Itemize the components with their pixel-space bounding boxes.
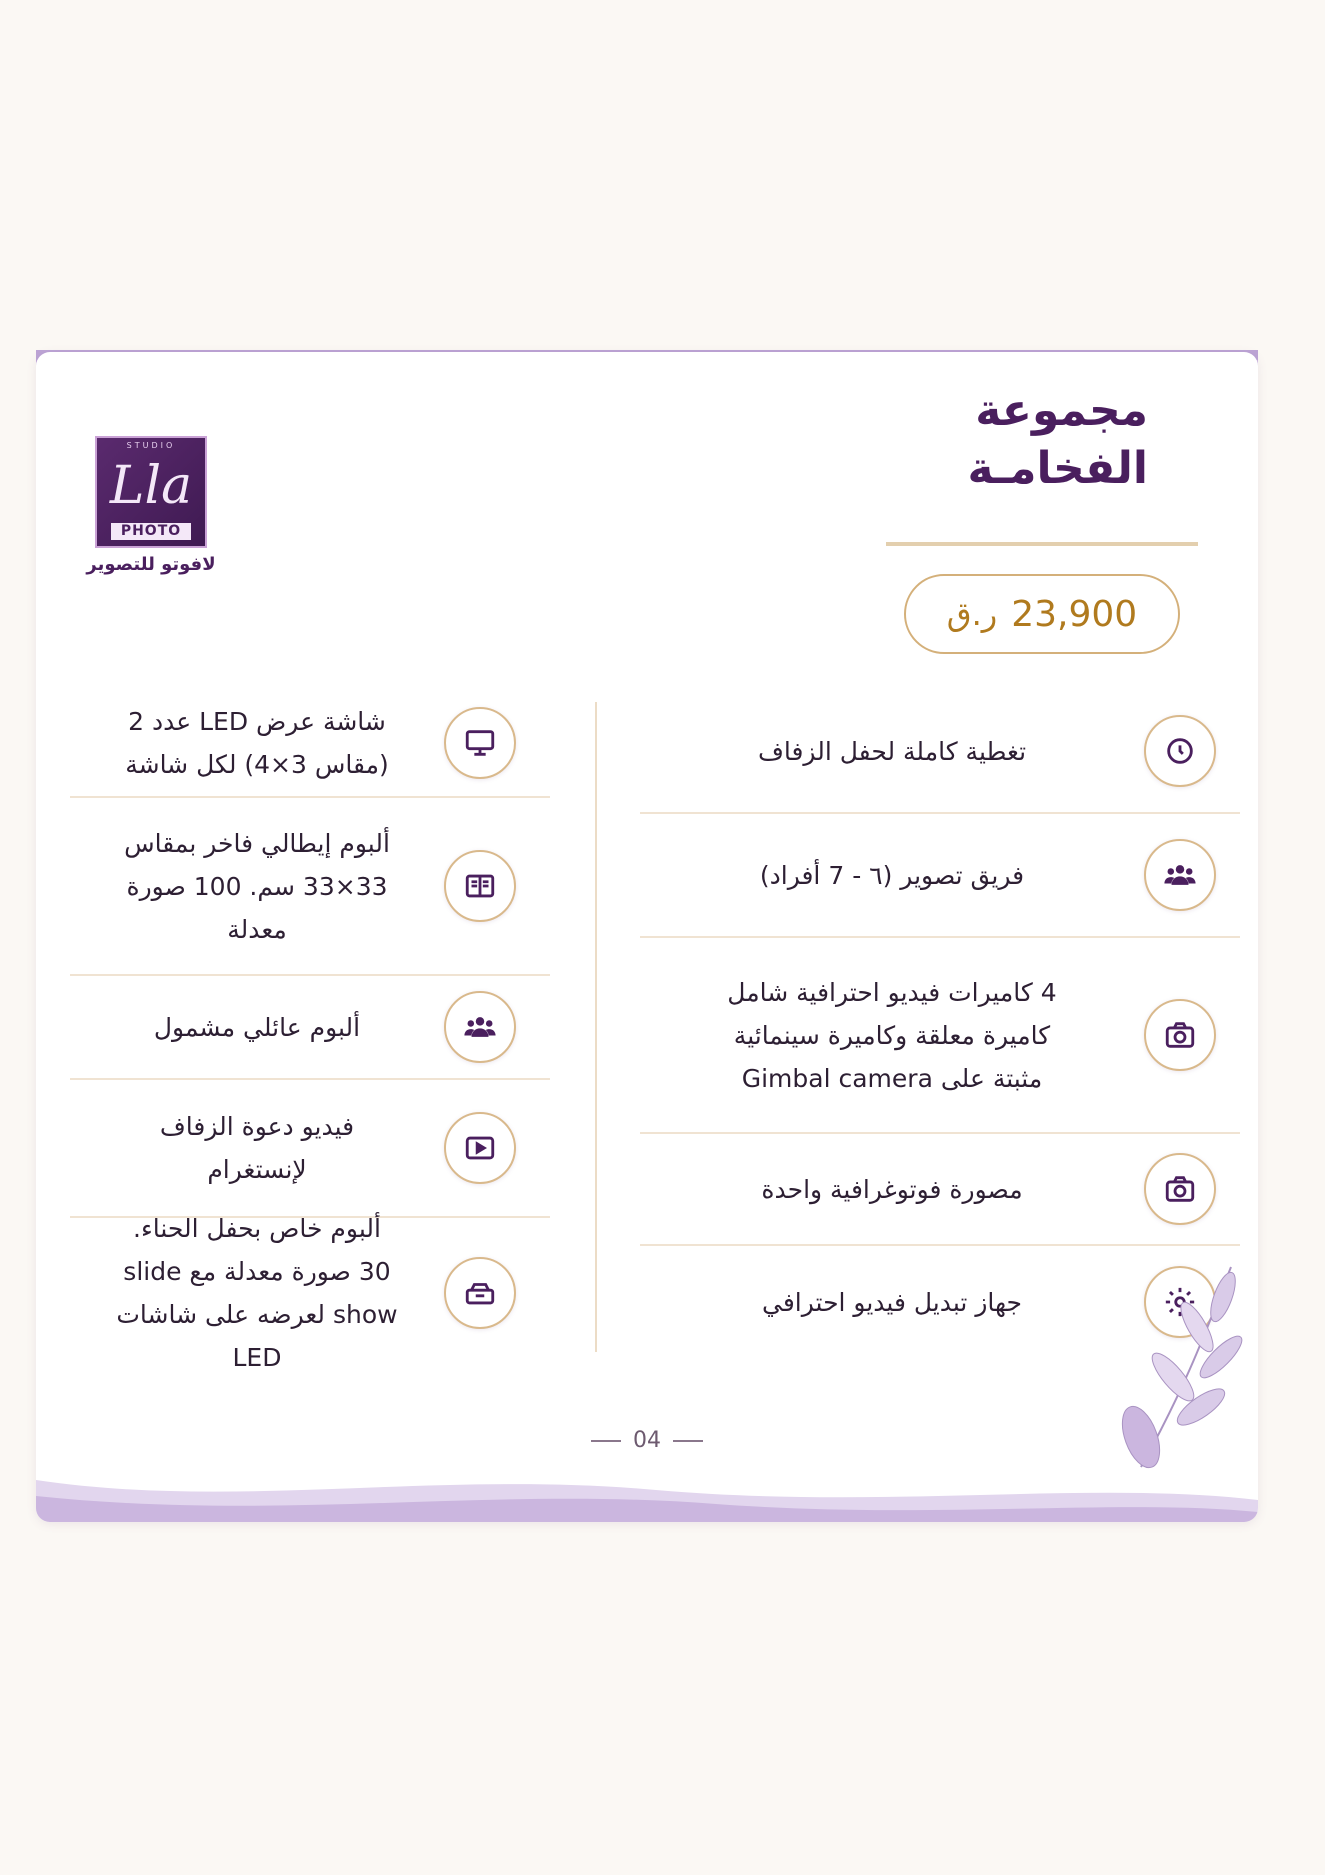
feature-text <box>70 1207 444 1379</box>
feature-text-line: 33×33 سم. 100 صورة <box>126 871 388 901</box>
footer-dash-left <box>591 1440 621 1442</box>
bottom-wave-decoration <box>36 1460 1258 1522</box>
camera-icon <box>1144 1153 1216 1225</box>
logo-script-text: Lla <box>109 456 193 516</box>
package-title <box>828 382 1148 498</box>
feature-text-line: 30 صورة معدلة مع slide <box>123 1257 391 1286</box>
monitor-icon <box>444 707 516 779</box>
feature-item <box>640 814 1240 938</box>
feature-text-line: لإنستغرام <box>207 1155 307 1184</box>
logo-top-text: STUDIO <box>126 441 176 450</box>
feature-text <box>640 730 1144 773</box>
feature-text <box>640 1168 1144 1211</box>
feature-text-line: (مقاس 3×4) لكل شاشة <box>125 750 389 779</box>
feature-item <box>70 1214 550 1372</box>
title-underline <box>886 542 1198 546</box>
feature-text-line: كاميرة معلقة وكاميرة سينمائية <box>733 1020 1051 1050</box>
title-line-2: الفخامـة <box>967 443 1148 494</box>
feature-item <box>640 690 1240 814</box>
feature-item <box>70 798 550 976</box>
studio-logo <box>76 436 226 575</box>
logo-photo-text: PHOTO <box>111 523 191 540</box>
feature-item <box>640 938 1240 1134</box>
feature-text-line: 4 كاميرات فيديو احترافية شامل <box>727 977 1057 1007</box>
feature-text-line: ألبوم خاص بحفل الحناء. <box>133 1214 381 1243</box>
feature-text-line: شاشة عرض LED عدد 2 <box>128 707 386 736</box>
feature-text-line: فيديو دعوة الزفاف <box>159 1112 355 1141</box>
team-icon <box>444 991 516 1063</box>
book-icon <box>444 850 516 922</box>
package-card <box>36 352 1258 1522</box>
feature-text-line: ألبوم عائلي مشمول <box>153 1012 361 1042</box>
price-amount: 23,900 <box>1011 593 1138 635</box>
page-number: 04 <box>633 1428 661 1453</box>
feature-text-line: ألبوم إيطالي فاخر بمقاس <box>124 828 390 858</box>
title-line-1: مجموعة <box>975 385 1148 436</box>
play-icon <box>444 1112 516 1184</box>
feature-text <box>70 700 444 786</box>
feature-text <box>70 822 444 951</box>
column-divider <box>595 702 597 1352</box>
feature-text <box>70 1105 444 1191</box>
feature-text <box>70 1006 444 1049</box>
logo-mark <box>95 436 207 548</box>
feature-text-line: معدلة <box>227 914 287 944</box>
clock-icon <box>1144 715 1216 787</box>
feature-text-line: جهاز تبديل فيديو احترافي <box>762 1287 1022 1317</box>
feature-text <box>640 1281 1144 1324</box>
feature-item <box>70 976 550 1080</box>
feature-item <box>640 1134 1240 1246</box>
feature-item <box>70 1080 550 1218</box>
album-icon <box>444 1257 516 1329</box>
feature-text-line: show لعرضه على شاشات LED <box>116 1300 398 1372</box>
camera-icon <box>1144 999 1216 1071</box>
page-footer <box>36 1428 1258 1453</box>
feature-text <box>640 854 1144 897</box>
logo-arabic-name: لافوتو للتصوير <box>86 554 216 575</box>
feature-text <box>640 971 1144 1100</box>
feature-text-line: مصورة فوتوغرافية واحدة <box>761 1174 1023 1204</box>
feature-item <box>70 690 550 798</box>
team-icon <box>1144 839 1216 911</box>
footer-dash-right <box>673 1440 703 1442</box>
price-currency: ر.ق <box>946 595 998 633</box>
feature-text-line: فريق تصوير (٦ - 7 أفراد) <box>759 860 1025 890</box>
features-left-column <box>70 690 550 1372</box>
feature-text-line: تغطية كاملة لحفل الزفاف <box>757 736 1027 766</box>
feature-text-line: مثبتة على Gimbal camera <box>741 1063 1043 1093</box>
price-badge <box>904 574 1180 654</box>
